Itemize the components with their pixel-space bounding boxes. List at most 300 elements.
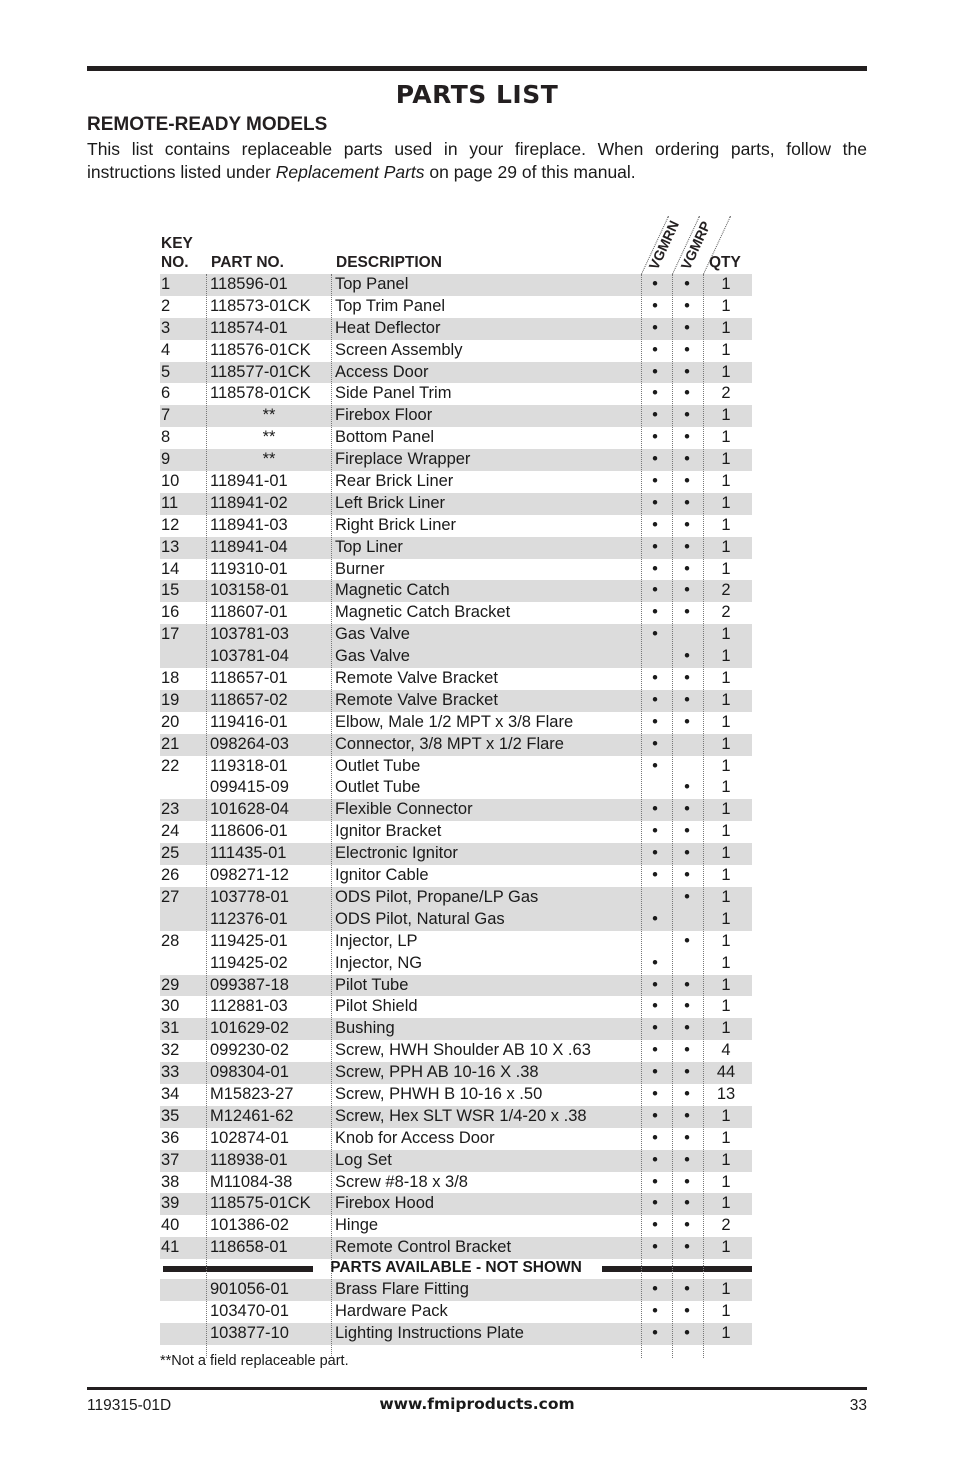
page-number: 33	[849, 1397, 867, 1414]
table-row	[160, 756, 752, 778]
table-row	[160, 624, 752, 646]
header-model-vgmrp: VGMRP	[677, 218, 714, 272]
part-no-cell: M15823-27	[210, 1084, 294, 1103]
model-vgmrn-cell: •	[652, 800, 658, 819]
model-vgmrn-cell: •	[652, 318, 658, 337]
header-model-vgmrn: VGMRN	[645, 217, 683, 272]
model-vgmrn-cell: •	[652, 450, 658, 469]
qty-cell: 1	[721, 275, 731, 293]
description-cell: Firebox Hood	[335, 1194, 435, 1213]
description-cell: Remote Valve Bracket	[335, 690, 498, 709]
key-no-cell: 14	[161, 559, 180, 578]
part-no-cell: 119310-01	[210, 559, 288, 578]
model-vgmrp-cell: •	[684, 887, 690, 906]
model-vgmrn-cell: •	[652, 362, 658, 381]
description-cell: Remote Valve Bracket	[335, 669, 498, 688]
model-vgmrn-cell: •	[652, 953, 658, 972]
model-vgmrn-cell: •	[652, 1280, 658, 1298]
table-row	[160, 449, 752, 471]
qty-cell: 44	[716, 1063, 736, 1082]
table-row	[160, 274, 752, 296]
part-no-cell: 103470-01	[210, 1301, 289, 1320]
section-subtitle: REMOTE-READY MODELS	[87, 114, 328, 135]
qty-cell: 2	[721, 1216, 731, 1235]
table-row	[160, 537, 752, 559]
key-no-cell: 30	[161, 997, 180, 1016]
part-no-cell: 112881-03	[210, 997, 288, 1016]
description-cell: Remote Control Bracket	[335, 1238, 512, 1257]
model-vgmrp-cell: •	[684, 296, 690, 315]
part-no-cell: 098271-12	[210, 866, 289, 885]
key-no-cell: 4	[161, 340, 171, 359]
qty-cell: 1	[721, 822, 731, 841]
model-vgmrn-cell: •	[652, 690, 658, 709]
key-no-cell: 41	[161, 1238, 180, 1257]
col-divider-qty	[703, 274, 704, 1358]
description-cell: Magnetic Catch Bracket	[335, 603, 511, 622]
part-no-cell: 111435-01	[210, 844, 287, 863]
model-vgmrn-cell: •	[652, 1301, 658, 1320]
model-vgmrn-cell: •	[652, 1216, 658, 1235]
table-row	[160, 1172, 752, 1194]
part-no-cell: 119416-01	[210, 712, 288, 731]
table-row	[160, 318, 752, 340]
table-row	[160, 996, 752, 1018]
model-vgmrp-cell: •	[684, 537, 690, 556]
table-row	[160, 515, 752, 537]
banner-label: PARTS AVAILABLE - NOT SHOWN	[324, 1259, 588, 1276]
qty-cell: 1	[721, 690, 731, 709]
qty-cell: 1	[721, 1194, 731, 1213]
part-no-cell: 103778-01	[210, 887, 289, 906]
part-no-cell: 118941-01	[210, 472, 288, 491]
model-vgmrp-cell: •	[684, 493, 690, 512]
intro-text-1: This list contains replaceable parts used in your fireplace. When ordering parts, follow the instructions listed under	[87, 139, 867, 182]
part-no-cell: 118577-01CK	[210, 362, 311, 381]
model-vgmrp-cell: •	[684, 669, 690, 688]
key-no-cell: 40	[161, 1216, 180, 1235]
qty-cell: 1	[721, 909, 731, 928]
model-vgmrp-cell: •	[684, 712, 690, 731]
model-vgmrn-cell: •	[652, 406, 658, 425]
key-no-cell: 18	[161, 669, 180, 688]
description-cell: Screw, Hex SLT WSR 1/4-20 x .38	[335, 1106, 587, 1125]
qty-cell: 1	[721, 625, 731, 644]
part-no-cell: 118573-01CK	[210, 296, 311, 315]
model-vgmrn-cell: •	[652, 1041, 658, 1060]
parts-table	[160, 274, 752, 1259]
model-vgmrn-cell: •	[652, 997, 658, 1016]
qty-cell: 1	[721, 1323, 731, 1342]
model-vgmrn-cell: •	[652, 340, 658, 359]
key-no-cell: 16	[161, 603, 180, 622]
qty-cell: 1	[721, 318, 731, 337]
qty-cell: 1	[721, 1280, 731, 1298]
header-key-line2: NO.	[161, 254, 189, 271]
col-divider-model1	[641, 274, 642, 1358]
model-vgmrp-cell: •	[684, 406, 690, 425]
key-no-cell: 36	[161, 1128, 180, 1147]
extra-parts-table	[160, 1279, 752, 1345]
model-vgmrn-cell: •	[652, 756, 658, 775]
not-shown-banner	[160, 1258, 752, 1278]
part-no-cell: 118941-02	[210, 493, 288, 512]
qty-cell: 1	[721, 866, 731, 885]
qty-cell: 1	[721, 515, 731, 534]
model-vgmrp-cell: •	[684, 1041, 690, 1060]
table-row	[160, 340, 752, 362]
part-no-cell: 103781-04	[210, 647, 289, 666]
key-no-cell: 8	[161, 428, 171, 447]
part-no-cell: 118606-01	[210, 822, 288, 841]
model-vgmrp-cell: •	[684, 275, 690, 293]
part-no-cell: 101629-02	[210, 1019, 289, 1038]
model-vgmrn-cell: •	[652, 734, 658, 753]
key-no-cell: 24	[161, 822, 180, 841]
table-row	[160, 296, 752, 318]
part-no-cell: **	[262, 428, 276, 447]
model-vgmrn-cell: •	[652, 515, 658, 534]
part-no-cell: 118657-02	[210, 690, 288, 709]
model-vgmrp-cell: •	[684, 844, 690, 863]
table-row	[160, 427, 752, 449]
key-no-cell: 34	[161, 1084, 180, 1103]
table-row	[160, 1215, 752, 1237]
key-no-cell: 39	[161, 1194, 180, 1213]
intro-emphasis: Replacement Parts	[275, 162, 425, 182]
model-vgmrp-cell: •	[684, 428, 690, 447]
description-cell: Screw, HWH Shoulder AB 10 X .63	[335, 1041, 591, 1060]
qty-cell: 1	[721, 428, 731, 447]
model-vgmrn-cell: •	[652, 625, 658, 644]
part-no-cell: 103158-01	[210, 581, 289, 600]
key-no-cell: 23	[161, 800, 180, 819]
part-no-cell: 101628-04	[210, 800, 289, 819]
key-no-cell: 9	[161, 450, 171, 469]
model-vgmrp-cell: •	[684, 559, 690, 578]
qty-cell: 13	[716, 1084, 736, 1103]
part-no-cell: 103877-10	[210, 1323, 289, 1342]
model-vgmrn-cell: •	[652, 669, 658, 688]
qty-cell: 1	[721, 756, 731, 775]
description-cell: Outlet Tube	[335, 756, 421, 775]
table-row	[160, 1062, 752, 1084]
description-cell: Hardware Pack	[335, 1301, 448, 1320]
table-row	[160, 887, 752, 909]
qty-cell: 1	[721, 537, 731, 556]
qty-cell: 1	[721, 997, 731, 1016]
description-cell: Ignitor Cable	[335, 866, 429, 885]
part-no-cell: 099387-18	[210, 975, 289, 994]
description-cell: Pilot Shield	[335, 997, 418, 1016]
description-cell: Screen Assembly	[335, 340, 463, 359]
model-vgmrp-cell: •	[684, 1280, 690, 1298]
table-row	[160, 1106, 752, 1128]
model-vgmrn-cell: •	[652, 1150, 658, 1169]
key-no-cell: 13	[161, 537, 180, 556]
qty-cell: 1	[721, 647, 731, 666]
part-no-cell: 118941-03	[210, 515, 288, 534]
table-row	[160, 909, 752, 931]
part-no-cell: 901056-01	[210, 1280, 289, 1298]
part-no-cell: **	[262, 406, 276, 425]
description-cell: Screw, PPH AB 10-16 X .38	[335, 1063, 539, 1082]
description-cell: Connector, 3/8 MPT x 1/2 Flare	[335, 734, 564, 753]
model-vgmrp-cell: •	[684, 778, 690, 797]
table-row	[160, 1084, 752, 1106]
model-vgmrp-cell: •	[684, 997, 690, 1016]
qty-cell: 1	[721, 493, 731, 512]
description-cell: Electronic Ignitor	[335, 844, 458, 863]
model-vgmrn-cell: •	[652, 1128, 658, 1147]
model-vgmrp-cell: •	[684, 975, 690, 994]
table-row	[160, 734, 752, 756]
description-cell: ODS Pilot, Propane/LP Gas	[335, 887, 539, 906]
model-vgmrn-cell: •	[652, 493, 658, 512]
part-no-cell: 099230-02	[210, 1041, 289, 1060]
model-vgmrp-cell: •	[684, 515, 690, 534]
key-no-cell: 17	[161, 625, 180, 644]
table-row	[160, 1128, 752, 1150]
qty-cell: 1	[721, 931, 731, 950]
table-row	[160, 602, 752, 624]
description-cell: Right Brick Liner	[335, 515, 457, 534]
qty-cell: 1	[721, 1238, 731, 1257]
qty-cell: 2	[721, 603, 731, 622]
model-vgmrp-cell: •	[684, 1238, 690, 1257]
website-link[interactable]: www.fmiproducts.com	[379, 1395, 575, 1413]
model-vgmrn-cell: •	[652, 844, 658, 863]
key-no-cell: 12	[161, 515, 180, 534]
part-no-cell: 118607-01	[210, 603, 288, 622]
model-vgmrn-cell: •	[652, 1238, 658, 1257]
header-part-no: PART NO.	[211, 254, 284, 271]
header-key-line1: KEY	[161, 235, 193, 252]
description-cell: Flexible Connector	[335, 800, 473, 819]
description-cell: Bushing	[335, 1019, 395, 1038]
doc-number: 119315-01D	[87, 1397, 172, 1414]
qty-cell: 2	[721, 384, 731, 403]
qty-cell: 1	[721, 362, 731, 381]
part-no-cell: 118657-01	[210, 669, 288, 688]
part-no-cell: 118575-01CK	[210, 1194, 311, 1213]
key-no-cell: 33	[161, 1063, 180, 1082]
table-row	[160, 865, 752, 887]
model-vgmrn-cell: •	[652, 1172, 658, 1191]
table-row	[160, 1040, 752, 1062]
model-vgmrp-cell: •	[684, 822, 690, 841]
model-vgmrp-cell: •	[684, 450, 690, 469]
model-vgmrp-cell: •	[684, 1194, 690, 1213]
key-no-cell: 6	[161, 384, 171, 403]
description-cell: Gas Valve	[335, 647, 410, 666]
part-no-cell: 098304-01	[210, 1063, 289, 1082]
part-no-cell: **	[262, 450, 276, 469]
key-no-cell: 29	[161, 975, 180, 994]
model-vgmrn-cell: •	[652, 712, 658, 731]
model-vgmrn-cell: •	[652, 581, 658, 600]
model-vgmrp-cell: •	[684, 340, 690, 359]
model-vgmrn-cell: •	[652, 822, 658, 841]
model-vgmrn-cell: •	[652, 1063, 658, 1082]
qty-cell: 1	[721, 953, 731, 972]
description-cell: ODS Pilot, Natural Gas	[335, 909, 505, 928]
model-vgmrn-cell: •	[652, 537, 658, 556]
description-cell: Magnetic Catch	[335, 581, 450, 600]
qty-cell: 1	[721, 1019, 731, 1038]
model-vgmrn-cell: •	[652, 559, 658, 578]
description-cell: Gas Valve	[335, 625, 410, 644]
description-cell: Outlet Tube	[335, 778, 421, 797]
part-no-cell: 103781-03	[210, 625, 289, 644]
model-vgmrn-cell: •	[652, 866, 658, 885]
description-cell: Injector, LP	[335, 931, 418, 950]
model-vgmrp-cell: •	[684, 318, 690, 337]
key-no-cell: 15	[161, 581, 180, 600]
qty-cell: 2	[721, 581, 731, 600]
qty-cell: 4	[721, 1041, 731, 1060]
table-row	[160, 362, 752, 384]
page-title: PARTS LIST	[395, 80, 559, 109]
description-cell: Ignitor Bracket	[335, 822, 442, 841]
col-divider-model2	[672, 274, 673, 1358]
qty-cell: 1	[721, 887, 731, 906]
description-cell: Top Panel	[335, 275, 409, 293]
qty-cell: 1	[721, 1128, 731, 1147]
qty-cell: 1	[721, 844, 731, 863]
key-no-cell: 21	[161, 734, 180, 753]
intro-text-2: on page 29 of this manual.	[424, 162, 636, 182]
model-vgmrp-cell: •	[684, 1063, 690, 1082]
key-no-cell: 11	[161, 493, 179, 512]
bottom-rule	[87, 1387, 867, 1390]
col-divider-part	[206, 274, 207, 1358]
model-vgmrp-cell: •	[684, 603, 690, 622]
key-no-cell: 1	[161, 275, 171, 293]
key-no-cell: 26	[161, 866, 180, 885]
key-no-cell: 27	[161, 887, 180, 906]
key-no-cell: 2	[161, 296, 171, 315]
part-no-cell: 119425-02	[210, 953, 288, 972]
key-no-cell: 35	[161, 1106, 180, 1125]
description-cell: Knob for Access Door	[335, 1128, 495, 1147]
key-no-cell: 3	[161, 318, 171, 337]
qty-cell: 1	[721, 1172, 731, 1191]
model-vgmrn-cell: •	[652, 428, 658, 447]
part-no-cell: 118574-01	[210, 318, 288, 337]
table-row	[160, 1237, 752, 1259]
description-cell: Access Door	[335, 362, 429, 381]
part-no-cell: M12461-62	[210, 1106, 294, 1125]
table-row	[160, 712, 752, 734]
table-row	[160, 1301, 752, 1323]
description-cell: Top Liner	[335, 537, 403, 556]
description-cell: Lighting Instructions Plate	[335, 1323, 524, 1342]
model-vgmrp-cell: •	[684, 1106, 690, 1125]
key-no-cell: 20	[161, 712, 180, 731]
model-vgmrn-cell: •	[652, 975, 658, 994]
model-vgmrp-cell: •	[684, 647, 690, 666]
qty-cell: 1	[721, 450, 731, 469]
footnote: **Not a field replaceable part.	[160, 1353, 349, 1369]
qty-cell: 1	[721, 472, 731, 491]
table-row	[160, 471, 752, 493]
table-row	[160, 646, 752, 668]
header-description: DESCRIPTION	[336, 254, 442, 271]
model-vgmrp-cell: •	[684, 1084, 690, 1103]
header-qty: QTY	[709, 254, 741, 271]
table-row	[160, 493, 752, 515]
part-no-cell: M11084-38	[210, 1172, 293, 1191]
model-vgmrp-cell: •	[684, 581, 690, 600]
model-vgmrn-cell: •	[652, 1323, 658, 1342]
description-cell: Bottom Panel	[335, 428, 435, 447]
top-rule	[87, 66, 867, 71]
table-row	[160, 1323, 752, 1345]
part-no-cell: 099415-09	[210, 778, 289, 797]
table-row	[160, 777, 752, 799]
qty-cell: 1	[721, 340, 731, 359]
description-cell: Side Panel Trim	[335, 384, 452, 403]
qty-cell: 1	[721, 1150, 731, 1169]
model-vgmrn-cell: •	[652, 296, 658, 315]
intro-paragraph	[87, 138, 867, 184]
table-row	[160, 383, 752, 405]
part-no-cell: 118658-01	[210, 1238, 288, 1257]
model-vgmrp-cell: •	[684, 1128, 690, 1147]
description-cell: Burner	[335, 559, 385, 578]
key-no-cell: 32	[161, 1041, 180, 1060]
model-vgmrp-cell: •	[684, 866, 690, 885]
key-no-cell: 5	[161, 362, 171, 381]
part-no-cell: 118576-01CK	[210, 340, 311, 359]
key-no-cell: 31	[161, 1019, 180, 1038]
description-cell: Heat Deflector	[335, 318, 441, 337]
table-row	[160, 690, 752, 712]
model-vgmrn-cell: •	[652, 1019, 658, 1038]
model-vgmrp-cell: •	[684, 931, 690, 950]
part-no-cell: 119425-01	[210, 931, 288, 950]
qty-cell: 1	[721, 1301, 731, 1320]
model-vgmrp-cell: •	[684, 1301, 690, 1320]
model-vgmrn-cell: •	[652, 1084, 658, 1103]
part-no-cell: 119318-01	[210, 756, 288, 775]
part-no-cell: 101386-02	[210, 1216, 289, 1235]
table-row	[160, 1018, 752, 1040]
description-cell: Hinge	[335, 1216, 379, 1235]
table-row	[160, 1279, 752, 1301]
qty-cell: 1	[721, 559, 731, 578]
table-row	[160, 821, 752, 843]
model-vgmrp-cell: •	[684, 472, 690, 491]
table-row	[160, 559, 752, 581]
model-vgmrn-cell: •	[652, 275, 658, 293]
description-cell: Log Set	[335, 1150, 392, 1169]
qty-cell: 1	[721, 669, 731, 688]
qty-cell: 1	[721, 800, 731, 819]
model-vgmrn-cell: •	[652, 603, 658, 622]
description-cell: Injector, NG	[335, 953, 423, 972]
model-vgmrn-cell: •	[652, 472, 658, 491]
key-no-cell: 7	[161, 406, 171, 425]
model-vgmrp-cell: •	[684, 690, 690, 709]
description-cell: Firebox Floor	[335, 406, 433, 425]
part-no-cell: 118941-04	[210, 537, 288, 556]
table-row	[160, 668, 752, 690]
model-vgmrp-cell: •	[684, 1323, 690, 1342]
table-row	[160, 1150, 752, 1172]
table-row	[160, 843, 752, 865]
